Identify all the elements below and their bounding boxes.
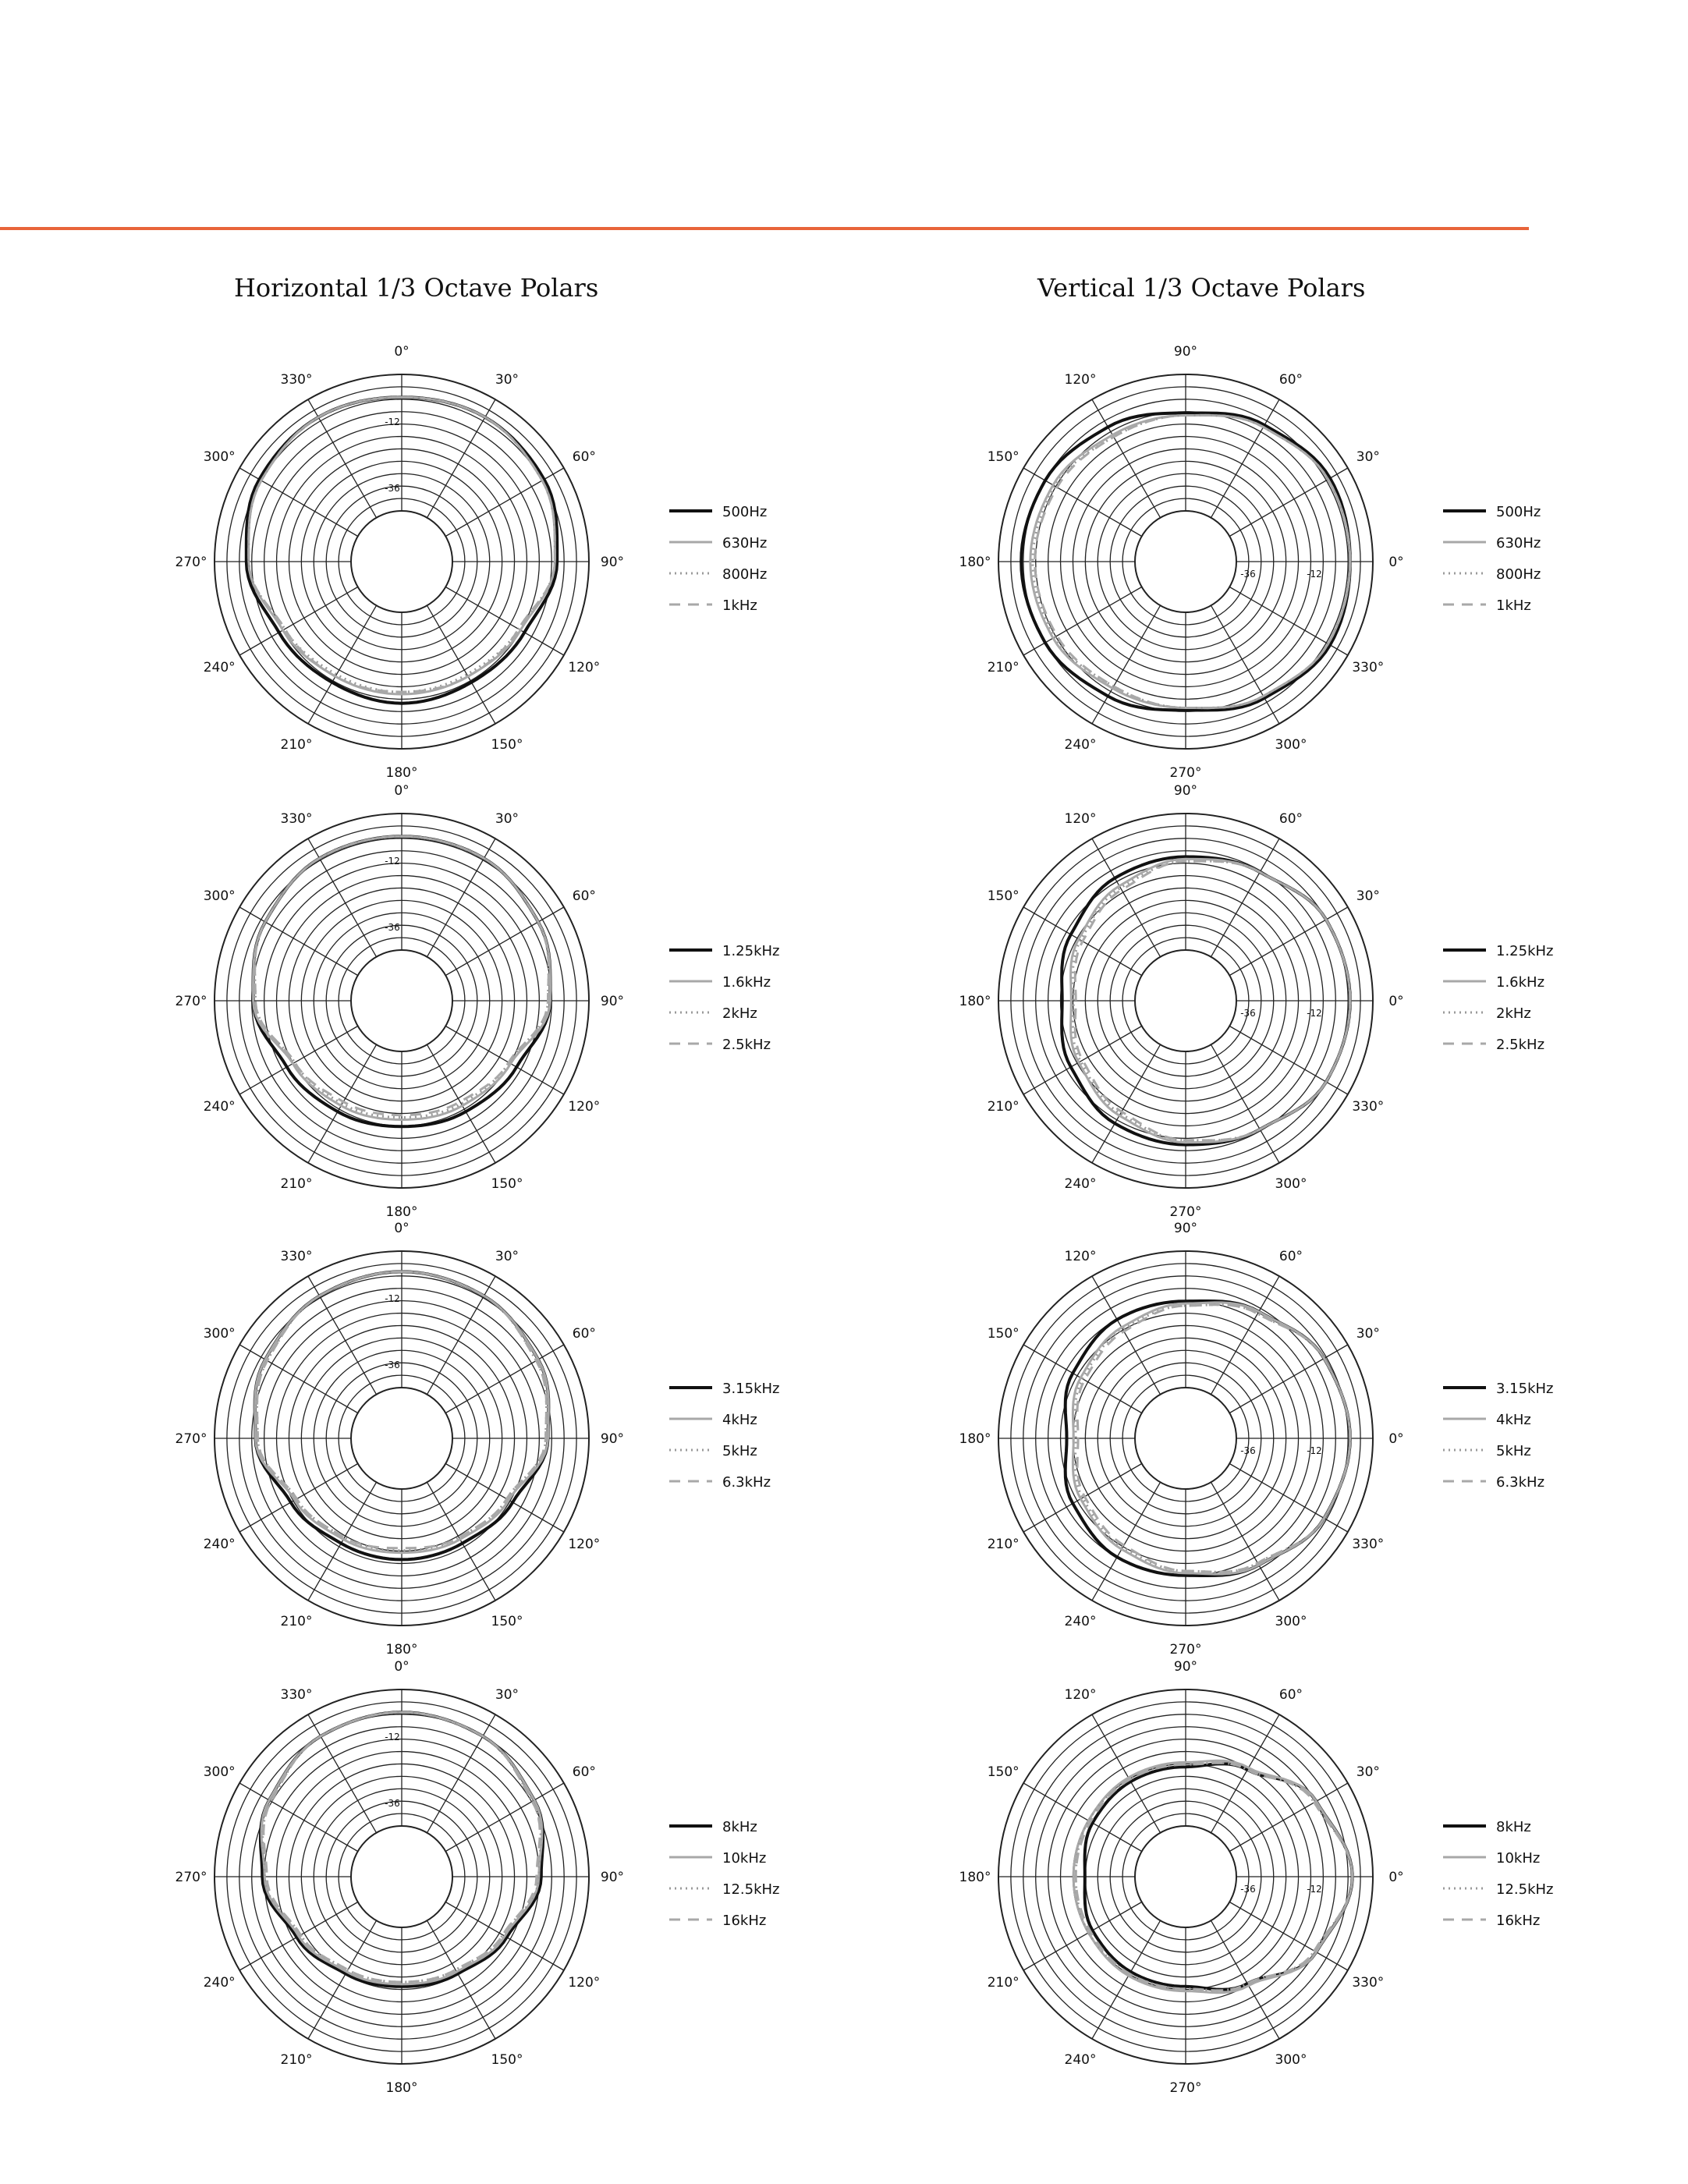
db-label: -36 bbox=[385, 1360, 400, 1370]
grid-spoke bbox=[1023, 587, 1142, 656]
polar-chart-horizontal-1 bbox=[176, 344, 768, 781]
grid-spoke bbox=[1023, 1026, 1142, 1095]
angle-label: 0° bbox=[394, 1659, 410, 1675]
legend-label: 6.3kHz bbox=[1496, 1474, 1545, 1491]
grid-spoke bbox=[427, 1044, 496, 1163]
angle-label: 210° bbox=[987, 1537, 1020, 1552]
grid-ring bbox=[1135, 950, 1236, 1051]
legend-label: 8kHz bbox=[722, 1819, 757, 1835]
angle-label: 240° bbox=[203, 1537, 236, 1552]
grid-spoke bbox=[239, 1783, 358, 1852]
legend-label: 12.5kHz bbox=[1496, 1881, 1554, 1898]
grid-spoke bbox=[1023, 468, 1142, 537]
legend-label: 3.15kHz bbox=[722, 1381, 780, 1397]
grid-ring bbox=[1122, 938, 1249, 1064]
angle-label: 90° bbox=[1173, 783, 1198, 799]
legend-label: 1.25kHz bbox=[722, 943, 780, 959]
grid-spoke bbox=[1229, 1026, 1348, 1095]
angle-label: 60° bbox=[572, 888, 596, 904]
angle-label: 210° bbox=[280, 1175, 313, 1192]
angle-label: 30° bbox=[495, 1687, 520, 1704]
angle-label: 150° bbox=[987, 888, 1020, 904]
angle-label: 240° bbox=[203, 1099, 236, 1115]
db-label: -12 bbox=[385, 1732, 400, 1743]
angle-label: 120° bbox=[1064, 1249, 1097, 1265]
legend-label: 800Hz bbox=[1496, 566, 1541, 583]
polar-chart-vertical-2 bbox=[959, 783, 1554, 1220]
angle-label: 120° bbox=[1064, 1687, 1097, 1704]
db-label: -12 bbox=[1307, 569, 1322, 580]
grid-spoke bbox=[1211, 1044, 1280, 1163]
db-label: -12 bbox=[385, 417, 400, 427]
grid-spoke bbox=[239, 468, 358, 537]
db-label: -36 bbox=[1240, 1884, 1256, 1895]
grid-ring bbox=[339, 1814, 465, 1940]
angle-label: 330° bbox=[280, 372, 313, 388]
angle-label: 30° bbox=[495, 372, 520, 388]
legend-label: 3.15kHz bbox=[1496, 1381, 1554, 1397]
angle-label: 330° bbox=[1352, 1099, 1385, 1115]
grid-ring bbox=[339, 1375, 465, 1502]
angle-label: 150° bbox=[491, 736, 523, 753]
grid-spoke bbox=[1211, 1482, 1280, 1601]
grid-spoke bbox=[1229, 1345, 1348, 1413]
db-label: -36 bbox=[385, 1798, 400, 1809]
grid-spoke bbox=[427, 1714, 496, 1833]
grid-spoke bbox=[1229, 907, 1348, 976]
angle-label: 300° bbox=[203, 1764, 236, 1780]
angle-label: 90° bbox=[600, 555, 625, 570]
angle-label: 300° bbox=[1275, 1613, 1307, 1629]
legend-label: 1.6kHz bbox=[722, 974, 771, 991]
angle-label: 300° bbox=[203, 449, 236, 465]
angle-label: 90° bbox=[600, 1870, 625, 1885]
angle-label: 180° bbox=[385, 765, 418, 781]
legend-label: 2kHz bbox=[1496, 1005, 1531, 1022]
polar-chart-vertical-1 bbox=[959, 344, 1541, 781]
legend-label: 6.3kHz bbox=[722, 1474, 771, 1491]
legend-label: 10kHz bbox=[1496, 1850, 1541, 1867]
angle-label: 60° bbox=[572, 1326, 596, 1342]
angle-label: 30° bbox=[1356, 1764, 1380, 1780]
angle-label: 180° bbox=[959, 555, 991, 570]
angle-label: 330° bbox=[1352, 1537, 1385, 1552]
angle-label: 270° bbox=[1169, 765, 1202, 781]
grid-spoke bbox=[1211, 1714, 1280, 1833]
grid-spoke bbox=[1092, 838, 1161, 957]
grid-spoke bbox=[445, 468, 564, 537]
angle-label: 120° bbox=[568, 660, 601, 675]
grid-ring bbox=[1135, 1826, 1236, 1927]
angle-label: 0° bbox=[1388, 1870, 1404, 1885]
legend-label: 12.5kHz bbox=[722, 1881, 780, 1898]
db-label: -36 bbox=[1240, 569, 1256, 580]
angle-label: 270° bbox=[175, 555, 207, 570]
angle-label: 0° bbox=[394, 1221, 410, 1236]
angle-label: 60° bbox=[572, 449, 596, 465]
angle-label: 30° bbox=[1356, 449, 1380, 465]
grid-ring bbox=[1135, 1388, 1236, 1489]
angle-label: 300° bbox=[203, 888, 236, 904]
grid-spoke bbox=[445, 1783, 564, 1852]
grid-ring bbox=[351, 1388, 452, 1489]
angle-label: 210° bbox=[280, 1613, 313, 1629]
angle-label: 90° bbox=[1173, 1659, 1198, 1675]
db-label: -12 bbox=[1307, 1884, 1322, 1895]
legend-label: 500Hz bbox=[722, 504, 768, 520]
angle-label: 330° bbox=[280, 811, 313, 828]
grid-ring bbox=[1122, 1375, 1249, 1502]
db-label: -12 bbox=[385, 856, 400, 867]
angle-label: 90° bbox=[1173, 1221, 1198, 1236]
grid-spoke bbox=[1211, 1276, 1280, 1395]
angle-label: 150° bbox=[491, 1175, 523, 1192]
grid-spoke bbox=[427, 838, 496, 957]
angle-label: 60° bbox=[1278, 811, 1303, 828]
grid-spoke bbox=[1229, 1464, 1348, 1533]
legend-label: 16kHz bbox=[722, 1913, 767, 1929]
grid-spoke bbox=[1092, 1276, 1161, 1395]
legend-label: 10kHz bbox=[722, 1850, 767, 1867]
grid-spoke bbox=[1211, 838, 1280, 957]
angle-label: 0° bbox=[394, 344, 410, 360]
angle-label: 300° bbox=[1275, 2051, 1307, 2068]
angle-label: 330° bbox=[280, 1687, 313, 1704]
angle-label: 120° bbox=[568, 1537, 601, 1552]
angle-label: 120° bbox=[568, 1099, 601, 1115]
angle-label: 270° bbox=[175, 994, 207, 1009]
grid-spoke bbox=[445, 1464, 564, 1533]
angle-label: 240° bbox=[1064, 2051, 1097, 2068]
grid-spoke bbox=[1092, 399, 1161, 518]
angle-label: 180° bbox=[385, 1642, 418, 1658]
angle-label: 210° bbox=[987, 660, 1020, 675]
legend-label: 5kHz bbox=[722, 1443, 757, 1459]
angle-label: 0° bbox=[1388, 994, 1404, 1009]
angle-label: 30° bbox=[1356, 1326, 1380, 1342]
legend-label: 8kHz bbox=[1496, 1819, 1531, 1835]
angle-label: 240° bbox=[1064, 736, 1097, 753]
angle-label: 0° bbox=[1388, 555, 1404, 570]
vertical-column-title: Vertical 1/3 Octave Polars bbox=[1037, 273, 1366, 303]
polar-chart-horizontal-4 bbox=[176, 1659, 780, 2096]
angle-label: 90° bbox=[600, 1431, 625, 1447]
angle-label: 90° bbox=[1173, 344, 1198, 360]
legend-label: 2.5kHz bbox=[1496, 1037, 1545, 1053]
db-label: -12 bbox=[1307, 1445, 1322, 1456]
legend-label: 1.6kHz bbox=[1496, 974, 1545, 991]
legend-label: 1kHz bbox=[1496, 597, 1531, 614]
polar-chart-vertical-4 bbox=[959, 1659, 1554, 2096]
angle-label: 30° bbox=[495, 1249, 520, 1265]
legend-label: 2kHz bbox=[722, 1005, 757, 1022]
legend-label: 630Hz bbox=[722, 535, 768, 551]
legend-label: 500Hz bbox=[1496, 504, 1541, 520]
angle-label: 60° bbox=[1278, 372, 1303, 388]
db-label: -12 bbox=[385, 1293, 400, 1304]
angle-label: 210° bbox=[280, 2051, 313, 2068]
grid-spoke bbox=[1092, 1482, 1161, 1601]
angle-label: 270° bbox=[1169, 1642, 1202, 1658]
angle-label: 90° bbox=[600, 994, 625, 1009]
angle-label: 30° bbox=[1356, 888, 1380, 904]
angle-label: 150° bbox=[987, 1326, 1020, 1342]
angle-label: 240° bbox=[203, 1975, 236, 1991]
angle-label: 180° bbox=[959, 1870, 991, 1885]
angle-label: 330° bbox=[280, 1249, 313, 1265]
polar-chart-vertical-3 bbox=[959, 1221, 1554, 1658]
horizontal-column-title: Horizontal 1/3 Octave Polars bbox=[234, 273, 599, 303]
legend-label: 1.25kHz bbox=[1496, 943, 1554, 959]
legend-label: 16kHz bbox=[1496, 1913, 1541, 1929]
grid-spoke bbox=[308, 1276, 377, 1395]
angle-label: 240° bbox=[203, 660, 236, 675]
angle-label: 270° bbox=[175, 1431, 207, 1447]
grid-spoke bbox=[308, 1714, 377, 1833]
grid-spoke bbox=[1229, 1783, 1348, 1852]
grid-spoke bbox=[1092, 1044, 1161, 1163]
grid-spoke bbox=[1229, 1902, 1348, 1971]
db-label: -36 bbox=[385, 483, 400, 494]
angle-label: 60° bbox=[572, 1764, 596, 1780]
polar-chart-horizontal-2 bbox=[176, 783, 780, 1220]
db-label: -12 bbox=[1307, 1008, 1322, 1019]
grid-ring bbox=[351, 950, 452, 1051]
grid-ring bbox=[1122, 1814, 1249, 1940]
grid-spoke bbox=[239, 1464, 358, 1533]
angle-label: 270° bbox=[1169, 1204, 1202, 1220]
grid-spoke bbox=[427, 1276, 496, 1395]
grid-ring bbox=[1135, 511, 1236, 612]
angle-label: 150° bbox=[491, 1613, 523, 1629]
db-label: -36 bbox=[1240, 1008, 1256, 1019]
angle-label: 180° bbox=[385, 1204, 418, 1220]
legend-label: 2.5kHz bbox=[722, 1037, 771, 1053]
angle-label: 120° bbox=[1064, 372, 1097, 388]
legend-label: 5kHz bbox=[1496, 1443, 1531, 1459]
grid-spoke bbox=[1211, 1920, 1280, 2039]
polar-chart-horizontal-3 bbox=[176, 1221, 780, 1658]
angle-label: 300° bbox=[1275, 1175, 1307, 1192]
grid-ring bbox=[339, 938, 465, 1064]
angle-label: 210° bbox=[987, 1975, 1020, 1991]
angle-label: 180° bbox=[959, 1431, 991, 1447]
angle-label: 150° bbox=[491, 2051, 523, 2068]
angle-label: 0° bbox=[1388, 1431, 1404, 1447]
angle-label: 330° bbox=[1352, 1975, 1385, 1991]
grid-spoke bbox=[427, 1482, 496, 1601]
grid-ring bbox=[351, 511, 452, 612]
grid-ring bbox=[1122, 498, 1249, 625]
angle-label: 210° bbox=[987, 1099, 1020, 1115]
angle-label: 60° bbox=[1278, 1249, 1303, 1265]
angle-label: 180° bbox=[959, 994, 991, 1009]
angle-label: 120° bbox=[1064, 811, 1097, 828]
angle-label: 240° bbox=[1064, 1175, 1097, 1192]
grid-spoke bbox=[1092, 605, 1161, 724]
angle-label: 210° bbox=[280, 736, 313, 753]
angle-label: 120° bbox=[568, 1975, 601, 1991]
db-label: -36 bbox=[385, 922, 400, 933]
legend-label: 1kHz bbox=[722, 597, 757, 614]
angle-label: 180° bbox=[385, 2080, 418, 2096]
db-label: -36 bbox=[1240, 1445, 1256, 1456]
angle-label: 60° bbox=[1278, 1687, 1303, 1704]
angle-label: 240° bbox=[1064, 1613, 1097, 1629]
legend-label: 800Hz bbox=[722, 566, 768, 583]
angle-label: 270° bbox=[175, 1870, 207, 1885]
grid-spoke bbox=[308, 838, 377, 957]
grid-ring bbox=[351, 1826, 452, 1927]
angle-label: 270° bbox=[1169, 2080, 1202, 2096]
angle-label: 150° bbox=[987, 1764, 1020, 1780]
angle-label: 330° bbox=[1352, 660, 1385, 675]
legend-label: 630Hz bbox=[1496, 535, 1541, 551]
angle-label: 30° bbox=[495, 811, 520, 828]
angle-label: 300° bbox=[1275, 736, 1307, 753]
grid-ring bbox=[339, 498, 465, 625]
legend-label: 4kHz bbox=[722, 1412, 757, 1428]
angle-label: 150° bbox=[987, 449, 1020, 465]
angle-label: 0° bbox=[394, 783, 410, 799]
grid-spoke bbox=[308, 1482, 377, 1601]
angle-label: 300° bbox=[203, 1326, 236, 1342]
legend-label: 4kHz bbox=[1496, 1412, 1531, 1428]
